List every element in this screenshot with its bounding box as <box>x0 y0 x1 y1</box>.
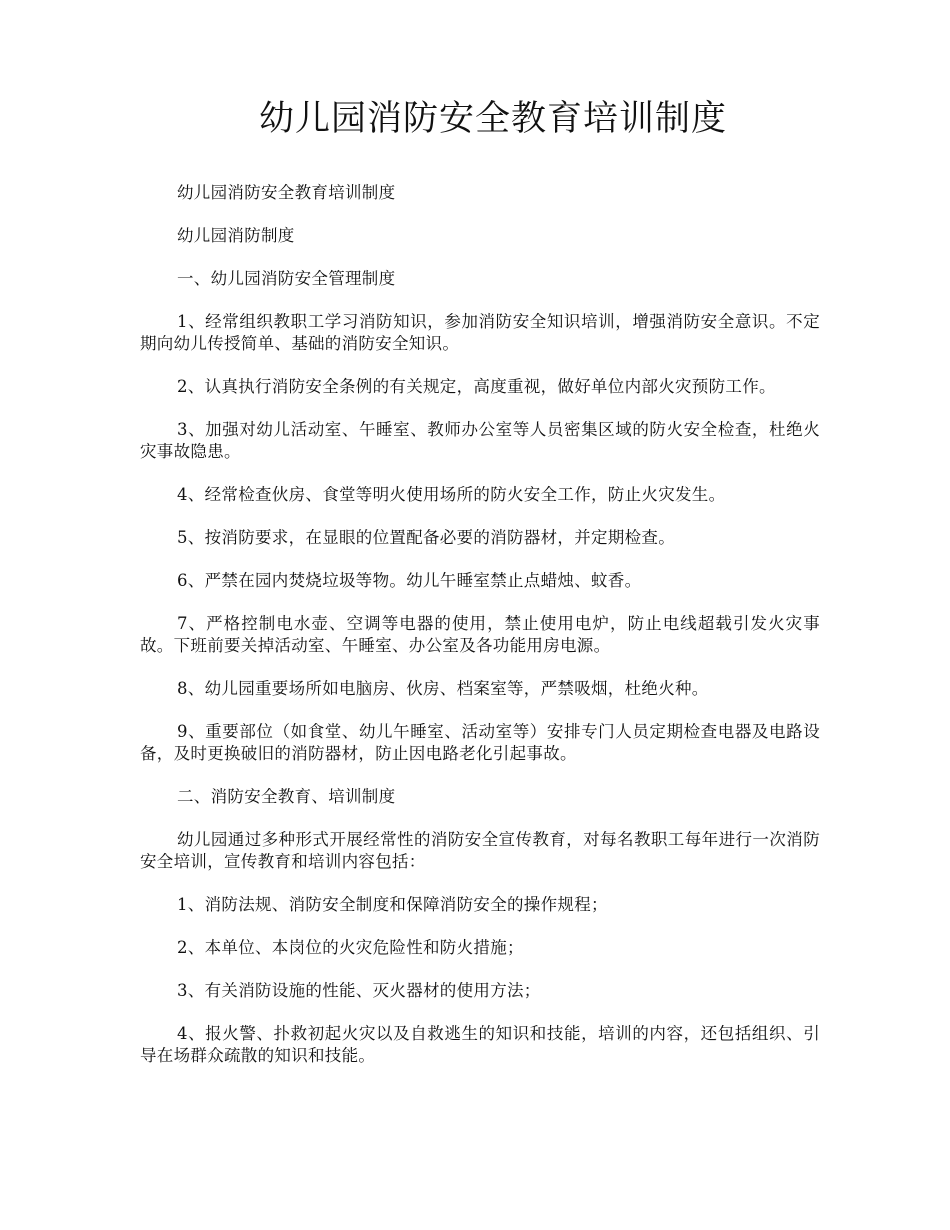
paragraph: 3、加强对幼儿活动室、午睡室、教师办公室等人员密集区域的防火安全检查，杜绝火灾事故隐患。 <box>140 420 820 461</box>
paragraph: 幼儿园通过多种形式开展经常性的消防安全宣传教育，对每名教职工每年进行一次消防安全培训，宣传教育和培训内容包括： <box>140 830 820 871</box>
document-body <box>140 182 820 1088</box>
section-heading: 一、幼儿园消防安全管理制度 <box>177 269 396 288</box>
paragraph: 4、经常检查伙房、食堂等明火使用场所的防火安全工作，防止火灾发生。 <box>177 485 726 504</box>
paragraph: 2、本单位、本岗位的火灾危险性和防火措施； <box>177 938 524 957</box>
paragraph: 6、严禁在园内焚烧垃圾等物。幼儿午睡室禁止点蜡烛、蚊香。 <box>177 571 642 590</box>
paragraph: 1、经常组织教职工学习消防知识，参加消防安全知识培训，增强消防安全意识。不定期向幼儿传授简单、基础的消防安全知识。 <box>140 312 820 353</box>
paragraph: 8、幼儿园重要场所如电脑房、伙房、档案室等，严禁吸烟，杜绝火种。 <box>177 679 709 698</box>
paragraph: 2、认真执行消防安全条例的有关规定，高度重视，做好单位内部火灾预防工作。 <box>177 377 776 396</box>
paragraph: 5、按消防要求，在显眼的位置配备必要的消防器材，并定期检查。 <box>177 528 675 547</box>
paragraph: 幼儿园消防制度 <box>177 226 295 245</box>
paragraph: 7、严格控制电水壶、空调等电器的使用，禁止使用电炉，防止电线超载引发火灾事故。下班前要关掉活动室、午睡室、办公室及各功能用房电源。 <box>140 614 820 655</box>
paragraph: 4、报火警、扑救初起火灾以及自救逃生的知识和技能，培训的内容，还包括组织、引导在场群众疏散的知识和技能。 <box>140 1024 820 1065</box>
section-heading: 二、消防安全教育、培训制度 <box>177 787 396 806</box>
paragraph: 9、重要部位（如食堂、幼儿午睡室、活动室等）安排专门人员定期检查电器及电路设备，及时更换破旧的消防器材，防止因电路老化引起事故。 <box>140 722 820 763</box>
paragraph: 3、有关消防设施的性能、灭火器材的使用方法； <box>177 981 541 1000</box>
paragraph: 1、消防法规、消防安全制度和保障消防安全的操作规程； <box>177 895 608 914</box>
document-title: 幼儿园消防安全教育培训制度 <box>258 99 727 139</box>
paragraph: 幼儿园消防安全教育培训制度 <box>177 183 396 202</box>
